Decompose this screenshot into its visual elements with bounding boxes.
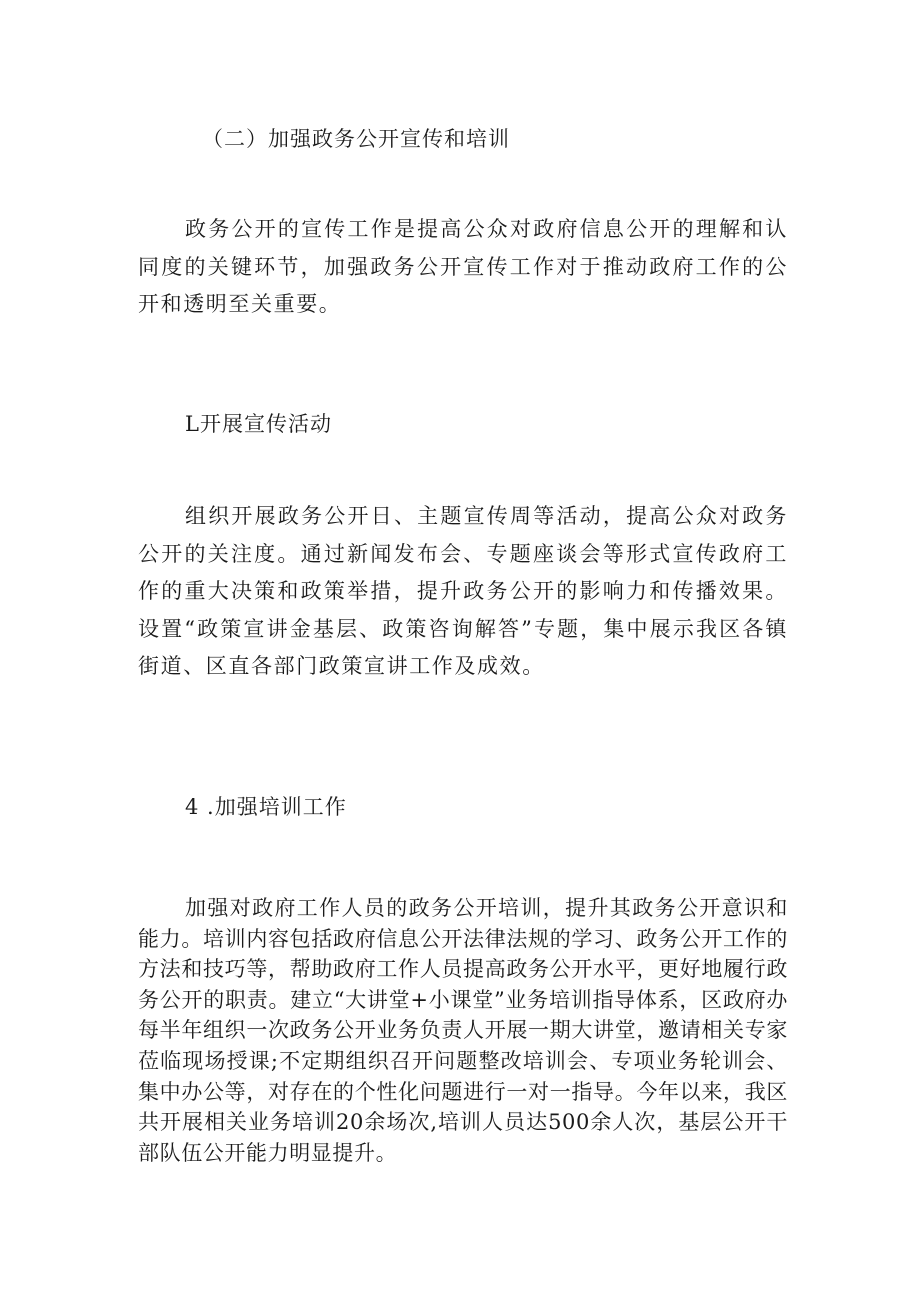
item-1-heading: L开展宣传活动 bbox=[185, 412, 332, 436]
item-1-paragraph: 组织开展政务公开日、主题宣传周等活动，提高公众对政务公开的关注度。通过新闻发布会、专题座谈会等形式宣传政府工作的重大决策和政策举措，提升政务公开的影响力和传播效果。设置“政策宣讲金基层、政策咨询解答”专题，集中展示我区各镇街道、区直各部门政策宣讲工作及成效。 bbox=[138, 504, 788, 678]
item-2-paragraph: 加强对政府工作人员的政务公开培训，提升其政务公开意识和能力。培训内容包括政府信息公开法律法规的学习、政务公开工作的方法和技巧等，帮助政府工作人员提高政务公开水平，更好地履行政务公开的职责。建立“大讲堂+小课堂”业务培训指导体系，区政府办每半年组织一次政务公开业务负责人开展一期大讲堂，邀请相关专家莅临现场授课;不定期组织召开问题整改培训会、专项业务轮训会、集中办公等，对存在的个性化问题进行一对一指导。今年以来，我区共开展相关业务培训20余场次,培训人员达500余人次，基层公开干部队伍公开能力明显提升。 bbox=[138, 896, 788, 1165]
item-2-heading: 4 .加强培训工作 bbox=[185, 795, 347, 819]
section-heading: （二）加强政务公开宣传和培训 bbox=[202, 127, 510, 151]
intro-paragraph: 政务公开的宣传工作是提高公众对政府信息公开的理解和认同度的关键环节，加强政务公开宣传工作对于推动政府工作的公开和透明至关重要。 bbox=[138, 217, 788, 316]
